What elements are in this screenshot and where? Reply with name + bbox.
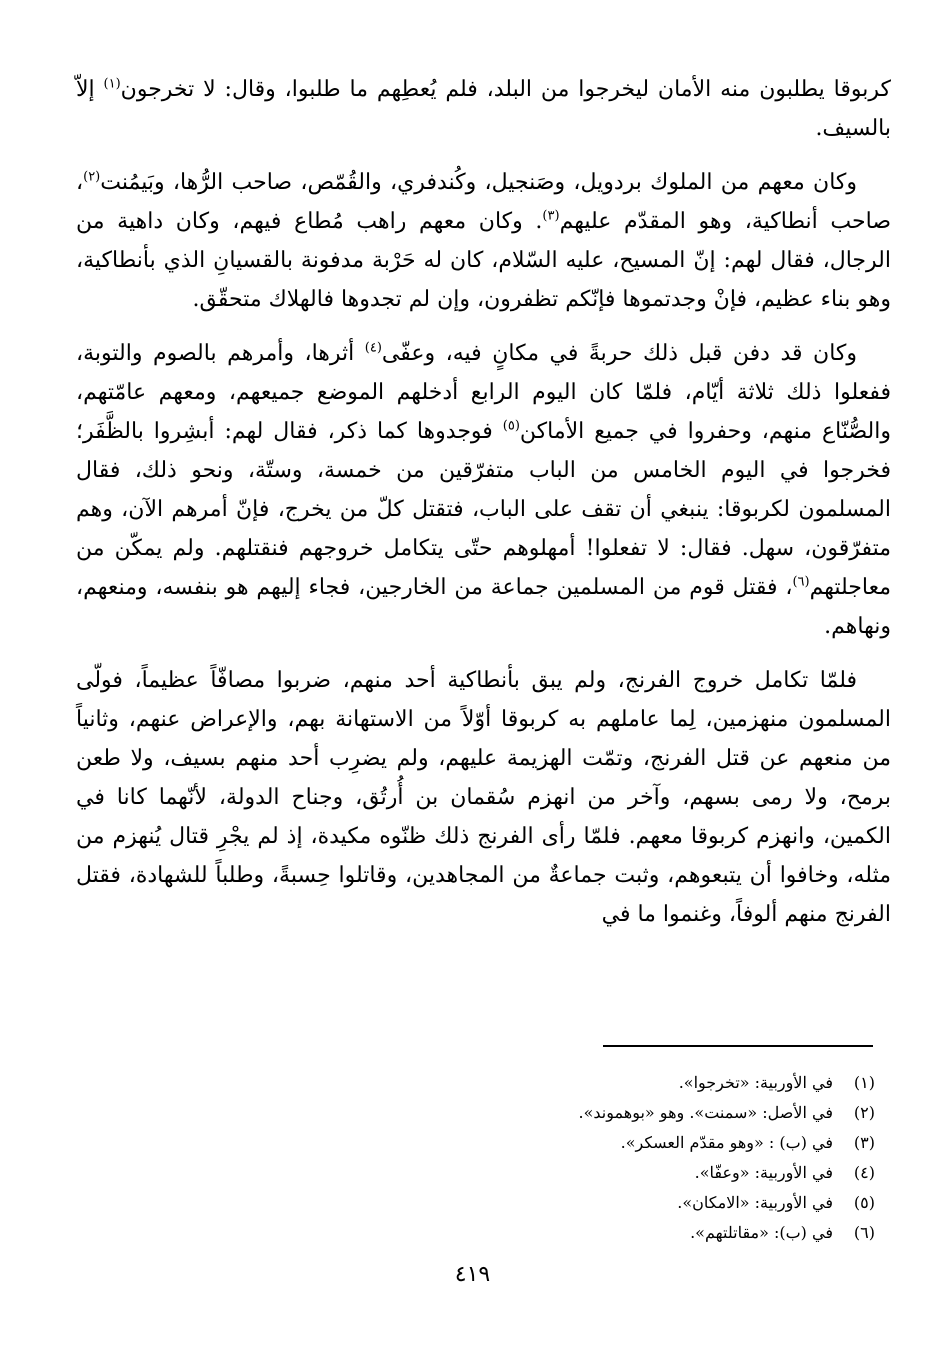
footnote-1 [450,1068,875,1098]
footnote-ref: (٥) [502,418,520,434]
footnote-number: (٦) [853,1223,875,1242]
paragraph-text: ، فقتل قوم من المسلمين جماعة من الخارجين، فجاء إليهم هو بنفسه، ومنعهم، ونهاهم. [76,575,891,639]
footnote-number: (٥) [853,1193,875,1212]
paragraph-2 [76,163,891,319]
footnote-ref: (٦) [792,574,810,590]
footnote-number: (١) [853,1073,875,1092]
footnote-ref: (١) [103,76,121,92]
paragraph-text: ، صاحب أنطاكية، وهو المقدّم عليهم [76,170,891,234]
paragraph-text: فلمّا تكامل خروج الفرنج، ولم يبق بأنطاكية أحد منهم، ضربوا مصافّاً عظيماً، فولّى المسلمون منهزمين، لِما عاملهم به كربوقا أوّلاً من الاستهانة بهم، والإعراض عنهم، وثانياً من منعهم عن قتل الفرنج، وتمّت الهزيمة عليهم، ولم يضرِب أحد منهم بسيف، ولا طعن برمح، ولا رمى بسهم، وآخر من انهزم سُقمان بن أُرتُق، وجناح الدولة، لأنّهما كانا في الكمين، وانهزم كربوقا معهم. فلمّا رأى الفرنج ذلك ظنّوه مكيدة، إذ لم يجْرِ قتال يُنهزم من مثله، وخافوا أن يتبعوهم، وثبت جماعةٌ من المجاهدين، وقاتلوا حِسبةً، وطلباً للشهادة، فقتل الفرنج منهم ألوفاً، وغنموا ما في [76,668,891,927]
footnote-4 [450,1158,875,1188]
footnote-text: في (ب) : «وهو مقدّم العسكر». [620,1133,833,1152]
footnote-text: في الأصل: «سمنت». وهو «بوهموند». [578,1103,833,1122]
footnote-text: في الأوربية: «الامكان». [677,1193,833,1212]
paragraph-text: فوجدوها كما ذكر، فقال لهم: أبشِروا بالظَّفَر؛ فخرجوا في اليوم الخامس من الباب متفرّقين من خمسة، وستّة، ونحو ذلك، فقال المسلمون لكربوقا: ينبغي أن تقف على الباب، فتقتل كلّ من يخرج، فإنّ أمرهم الآن، وهم متفرّقون، سهل. فقال: لا تفعلوا! أمهلوهم حتّى يتكامل خروجهم فنقتلهم. ولم يمكّن من معاجلتهم [76,419,891,600]
paragraph-text: وكان قد دفن قبل ذلك حربةً في مكانٍ فيه، وعفّى [381,341,857,366]
footnote-divider [603,1045,873,1047]
page-number: ٤١٩ [454,1262,491,1287]
footnotes [450,1068,875,1248]
footnote-text: في (ب): «مقاتلتهم». [690,1223,833,1242]
paragraph-text: وكان معهم من الملوك بردويل، وصَنجيل، وكُندفري، والقُمّص، صاحب الرُّها، وبَيمُنت [100,170,857,195]
footnote-ref: (٤) [364,340,382,356]
paragraph-1 [76,70,891,148]
footnote-text: في الأوربية: «تخرجوا». [678,1073,833,1092]
footnote-2 [450,1098,875,1128]
paragraph-text: أثرها، وأمرهم بالصوم والتوبة، ففعلوا ذلك ثلاثة أيّام، فلمّا كان اليوم الرابع أدخلهم الموضع جميعهم، ومعهم عامّتهم، والصُّنّاع منهم، وحفروا في جميع الأماكن [76,341,891,444]
paragraph-text: كربوقا يطلبون منه الأمان ليخرجوا من البلد، فلم يُعطِهم ما طلبوا، وقال: لا تخرجون [120,77,891,102]
footnote-ref: (٣) [542,208,560,224]
footnote-text: في الأوربية: «وعفّا». [694,1163,833,1182]
paragraph-text: . وكان معهم راهب مُطاع فيهم، وكان داهية من الرجال، فقال لهم: إنّ المسيح، عليه السّلام، كان له حَرْبة مدفونة بالقسيانِ الذي بأنطاكية، وهو بناء عظيم، فإنْ وجدتموها فإنّكم تظفرون، وإن لم تجدوها فالهلاك متحقّق. [76,209,891,312]
footnote-5 [450,1188,875,1218]
footnote-number: (٢) [853,1103,875,1122]
paragraph-3 [76,334,891,646]
footnote-number: (٣) [853,1133,875,1152]
footnote-6 [450,1218,875,1248]
footnote-ref: (٢) [83,169,101,185]
footnote-3 [450,1128,875,1158]
main-text [76,70,891,949]
footnote-number: (٤) [853,1163,875,1182]
paragraph-text: إلاّ بالسيف. [76,77,891,141]
paragraph-4 [76,661,891,934]
